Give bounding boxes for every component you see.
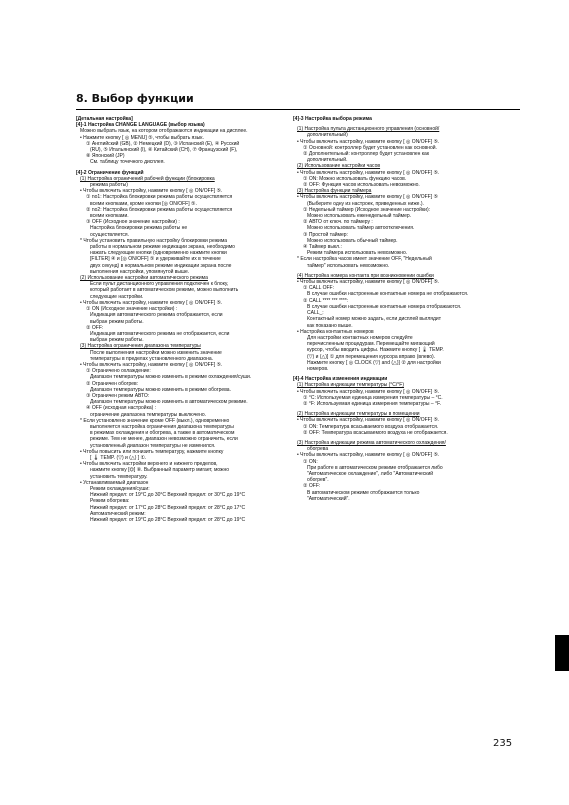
- text-line: Для настройки контактных номеров следуйте: [307, 334, 413, 341]
- text-line: После выполнения настройки можно изменить значение: [90, 349, 222, 356]
- text-line: В случае ошибки настроенные контактные номера отображаются.: [307, 303, 462, 310]
- text-line: При работе в автоматическом режиме отображается либо: [307, 464, 443, 471]
- text-line: ② Ограничен обогрев:: [86, 380, 139, 387]
- chapter-tab-marker: [555, 635, 569, 671]
- text-line: Нажмите кнопку [ ◎ CLOCK (▽) and (△)] ② для настройки: [307, 359, 441, 366]
- text-line: Можно использовать таймер автоотключения.: [307, 225, 415, 232]
- text-line: Нижний предел: от 19°C до 28°C Верхний предел: от 28°C до 19°C: [90, 517, 246, 523]
- text-line: ④ Таймер выкл.:: [303, 244, 342, 251]
- text-line: • Чтобы включить настройку, нажмите кнопку [ ◎ ON/OFF] ⑤.: [80, 361, 223, 368]
- text-line: ① ON: Можно использовать функцию часов.: [303, 175, 407, 182]
- text-line: [ 🌡 TEMP. (▽) и (△) ] ①.: [90, 454, 147, 461]
- text-line: "Автоматическое охлаждение", либо "Автоматический: [307, 470, 434, 477]
- text-line: двух секунд) в нормальном режиме индикации экрана после: [90, 262, 232, 269]
- text-line: как показано выше.: [307, 322, 353, 329]
- text-line: * Чтобы установить правильную настройку блокировки режима: [80, 237, 228, 244]
- page-title: 8. Выбор функции: [76, 92, 194, 105]
- text-line: в режимах охлаждения и обогрева, а также в автоматическом: [90, 430, 235, 437]
- text-line: ① ON (Исходное значение настройки) :: [86, 306, 178, 313]
- text-line: [4]-3 Настройка выбора режима: [293, 116, 372, 122]
- page-number: 235: [493, 738, 513, 749]
- text-line: ① Английский (GB), ② Немецкий (D), ③ Испанский (E), ④ Русский: [86, 140, 240, 147]
- text-line: Нижний предел: от 17°C до 28°C Верхний предел: от 28°C до 17°C: [90, 504, 246, 511]
- text-line: Автоматический режим:: [90, 510, 146, 517]
- text-line: • Чтобы включить настройку, нажмите кнопку [ ◎ ON/OFF] ⑤.: [297, 138, 440, 145]
- text-line: Можно использовать еженедельный таймер.: [307, 213, 412, 220]
- text-line: (1) Настройка ограничений рабочей функции (блокировка: [80, 175, 215, 182]
- text-line: Настройка блокировки режима работы не: [90, 225, 188, 232]
- text-line: Индикация автоматического режима отображается, если: [90, 312, 223, 319]
- text-line: таймер" использовать невозможно.: [307, 262, 390, 269]
- text-line: См. таблицу точечного дисплея.: [90, 159, 165, 166]
- text-line: нажать следующие кнопки (одновременно нажмите кнопки: [90, 250, 227, 257]
- text-line: ② no2: Настройка блокировки режима работы осуществляется: [86, 206, 233, 213]
- text-line: нажмите кнопку [⏣] ⑧. Выбранный параметр мигает, можно: [90, 467, 230, 474]
- text-line: * Если установлено значение кроме OFF (выкл.), одновременно: [80, 417, 230, 424]
- text-line: • Чтобы повысить или понизить температуру, нажмите кнопку: [80, 448, 224, 455]
- text-line: ② °F: Используемая единица измерения температуры – °F.: [303, 400, 441, 407]
- text-line: Можно использовать обычный таймер.: [307, 237, 398, 244]
- text-line: Можно выбрать язык, на котором отображаются индикации на дисплее.: [80, 128, 248, 135]
- text-line: • Нажмите кнопку [ ◎ MENU] ⑤, чтобы выбрать язык.: [80, 134, 204, 141]
- text-line: установленный диапазон температуры не изменился.: [90, 442, 216, 449]
- text-line: выбран режим работы.: [90, 337, 144, 344]
- text-line: • Чтобы включить настройку, нажмите кнопку [ ◎ ON/OFF] ⑤.: [80, 188, 223, 195]
- text-line: следующие настройки.: [90, 293, 144, 300]
- text-line: Диапазон температуры можно изменить в режиме обогрева.: [90, 386, 231, 393]
- text-line: обогрев".: [307, 477, 329, 484]
- text-line: режиме. Тем не менее, диапазон невозможно ограничить, если: [90, 436, 238, 443]
- text-line: дополнительный): [307, 132, 348, 139]
- text-line: обогрева: [307, 446, 329, 453]
- text-line: ① ON: Температура всасываемого воздуха отображается.: [303, 423, 439, 430]
- text-line: (2) Использование настройки автоматического режима: [80, 275, 208, 282]
- text-line: В автоматическом режиме отображается только: [307, 489, 420, 496]
- text-line: • Устанавливаемый диапазон: [80, 479, 149, 486]
- right-column: [293, 116, 517, 502]
- text-line: установить температуру.: [90, 473, 148, 480]
- text-line: всеми кнопками.: [90, 213, 129, 220]
- left-column: [76, 116, 276, 523]
- text-line: выбран режим работы.: [90, 318, 144, 325]
- text-line: • Чтобы включить настройку, нажмите кнопку [ ◎ ON/OFF] ⑤.: [297, 169, 440, 176]
- text-line: который работает в автоматическом режиме, можно выполнить: [90, 287, 239, 294]
- text-line: ② CALL **** *** ****:: [303, 297, 349, 304]
- text-line: Режим охлаждения/суши:: [90, 485, 150, 492]
- text-line: [FILTER] ④ и [◎ ON/OFF] ⑤ и удерживайте их в течение: [90, 256, 221, 263]
- text-line: ограничение диапазона температуры выключено.: [90, 411, 207, 418]
- text-line: выполняется настройка ограничения диапазона температуры: [90, 423, 234, 430]
- text-line: В случае ошибки настроенные контактные номера не отображаются.: [307, 291, 469, 298]
- text-line: Диапазон температуры можно изменить в режиме охлаждения/суши.: [90, 374, 252, 381]
- text-line: • Чтобы включить настройку, нажмите кнопку [ ◎ ON/OFF] ⑤: [297, 194, 438, 201]
- text-line: • Чтобы включить настройку, нажмите кнопку [ ◎ ON/OFF] ⑤.: [80, 299, 223, 306]
- text-line: ② OFF:: [303, 483, 321, 490]
- text-line: перечисленным процедурам. Перемещайте мигающий: [307, 341, 435, 348]
- text-line: Диапазон температуры можно изменить в автоматическом режиме.: [90, 399, 248, 406]
- text-line: "Автоматический".: [307, 495, 350, 502]
- text-line: (▽) и (△)] ① для перемещения курсора вправо (влево).: [307, 353, 436, 360]
- title-rule: [76, 109, 520, 110]
- text-line: (3) Настройка функции таймера: [297, 188, 372, 195]
- text-line: ④ OFF (исходная настройка) :: [86, 405, 157, 412]
- text-line: (Выберите одну из настроек, приведенных ниже.).: [307, 200, 424, 207]
- text-line: (1) Настройка индикации температуры (°C/°F): [297, 382, 405, 389]
- text-line: Если пульт дистанционного управления подключен к блоку,: [90, 281, 229, 288]
- text-line: осуществляется.: [90, 231, 130, 238]
- text-line: (2) Настройка индикации температуры в помещении: [297, 411, 420, 418]
- text-line: • Чтобы включить настройки верхнего и нижнего пределов,: [80, 461, 218, 468]
- text-line: ② Дополнительный: контроллер будет установлен как: [303, 151, 430, 158]
- text-line: (4) Настройка номера контакта при возникновении ошибки: [297, 272, 434, 279]
- text-line: дополнительный.: [307, 157, 348, 164]
- text-line: (1) Настройка пульта дистанционного управления (основной/: [297, 126, 440, 133]
- text-line: • Чтобы включить настройку, нажмите кнопку [ ◎ ON/OFF] ⑤.: [297, 417, 440, 424]
- text-line: • Чтобы включить настройку, нажмите кнопку [ ◎ ON/OFF] ⑤.: [297, 452, 440, 459]
- text-line: • Настройка контактных номеров: [297, 328, 374, 335]
- text-line: ① ON:: [303, 458, 318, 465]
- text-line: режима работы): [90, 182, 128, 189]
- text-line: температуры в пределах установленного диапазона.: [90, 355, 214, 362]
- text-line: ② OFF:: [86, 324, 104, 331]
- text-line: (3) Настройка индикации режима автоматического охлаждения/: [297, 439, 446, 446]
- text-line: Контактный номер можно задать, если дисплей выглядит: [307, 316, 442, 323]
- text-line: всеми кнопками, кроме кнопки [◎ ON/OFF] ⑤.: [90, 200, 197, 207]
- text-line: (3) Настройка ограничения диапазона температуры: [80, 343, 201, 350]
- text-line: ③ Простой таймер:: [303, 231, 348, 238]
- text-line: ① Основной: контроллер будет установлен как основной.: [303, 144, 437, 151]
- text-line: ③ Ограничен режим АВТО:: [86, 392, 150, 399]
- text-line: (2) Использование настройки часов: [297, 163, 381, 170]
- text-line: ① Ограничено охлаждение:: [86, 368, 151, 375]
- text-line: [4]-4 Настройка изменения индикации: [293, 376, 388, 383]
- text-line: ⑧ Японский (JP): [86, 153, 125, 160]
- text-line: выполнения настройки, упомянутой выше.: [90, 268, 190, 275]
- text-line: [Детальная настройка]: [76, 116, 133, 122]
- text-line: номеров.: [307, 365, 329, 372]
- text-line: ① no1: Настройка блокировки режима работы осуществляется: [86, 194, 233, 201]
- text-line: курсор, чтобы вводить цифры. Нажмите кнопку [ 🌡 TEMP.: [307, 347, 444, 354]
- text-line: ③ OFF (Исходное значение настройки) :: [86, 219, 180, 226]
- text-line: (RU), ⑤ Итальянский (I), ⑥ Китайский (CH), ⑦ Французский (F),: [90, 147, 238, 154]
- text-line: Индикация автоматического режима не отображается, если: [90, 330, 230, 337]
- text-line: CALL_:: [307, 310, 324, 317]
- text-line: Нижний предел: от 19°C до 30°C Верхний предел: от 30°C до 19°C: [90, 492, 246, 499]
- text-line: ① CALL OFF:: [303, 285, 334, 292]
- text-line: ① Недельный таймер (Исходное значение настройки):: [303, 206, 430, 213]
- text-line: Режим обогрева:: [90, 498, 130, 505]
- text-line: [4]-2 Ограничение функций: [76, 169, 144, 176]
- text-line: ① °C: Используемая единица измерения температуры – °C.: [303, 394, 443, 401]
- text-line: ② OFF: Температура всасываемого воздуха не отображается.: [303, 429, 448, 436]
- text-line: • Чтобы включить настройку, нажмите кнопку [ ◎ ON/OFF] ⑤.: [297, 388, 440, 395]
- text-line: работы в нормальном режиме индикации экрана, необходимо: [90, 244, 235, 251]
- text-line: ② АВТО от ключ. по таймеру :: [303, 219, 373, 226]
- text-line: ② OFF: Функция часов использовать невозможно.: [303, 182, 420, 189]
- text-line: Режим таймера использовать невозможно.: [307, 250, 408, 257]
- text-line: • Чтобы включить настройку, нажмите кнопку [ ◎ ON/OFF] ⑤.: [297, 279, 440, 286]
- text-line: * Если настройка часов имеет значение OFF, "Недельный: [297, 256, 432, 263]
- text-line: [4]-1 Настройка CHANGE LANGUAGE (выбор языка): [76, 122, 205, 129]
